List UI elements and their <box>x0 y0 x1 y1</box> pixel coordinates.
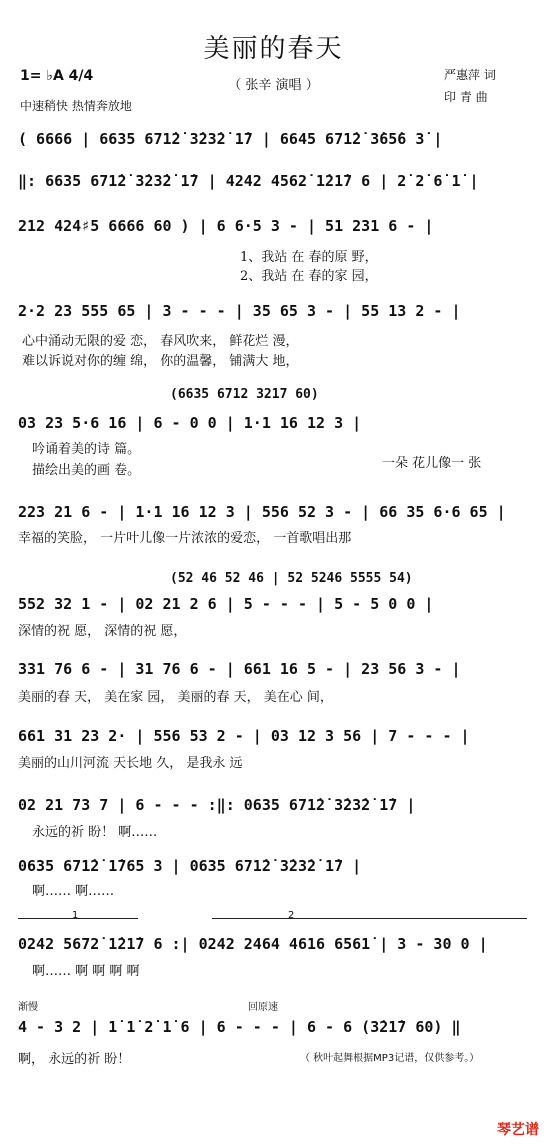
notation-row: 03 23 5·6 16 | 6 - 0 0 | 1·1 16 12 3 | <box>18 414 362 432</box>
notation-row: 0635 671̇2̇ 1̇765 3 | 0635 671̇2̇ 3̇23̇2̇ 1̇7 | <box>18 857 362 875</box>
notation-row: (6635 6712 3217 60) <box>170 387 319 402</box>
notation-row: ‖: 6635 671̇2̇ 3̇23̇2̇ 1̇7 | 4242 4562̇ 1̇21̇7 6 | 2̇ 2̇ 6̇ 1̇ | <box>18 172 479 190</box>
notation-row: 4 - 3 2 | 1̇ 1̇ 2̇ 1̇ 6 | 6 - - - | 6 - 6 (3̇21̇7 60) ‖ <box>18 1018 461 1036</box>
lyric-line: 2、我站 在 春的家 园， <box>240 269 378 284</box>
volta-2-label: 2 <box>288 910 295 921</box>
notation-row: ( 6666 | 6635 671̇2̇ 3̇23̇2̇ 1̇7 | 6645 671̇2̇ 3̇65̇6 3̇ | <box>18 130 443 148</box>
tempo-marking: 中速稍快 热情奔放地 <box>20 99 132 113</box>
volta-1-label: 1 <box>72 910 79 921</box>
lyric-line: 啊， 永远的祈 盼！ <box>18 1052 131 1067</box>
lyric-line: 啊…… 啊…… <box>32 884 115 899</box>
transcription-note: （ 秋叶起舞根据MP3记谱，仅供参考。） <box>300 1053 480 1064</box>
ritardando-marking: 渐慢 <box>18 1002 38 1013</box>
notation-row: 331 76 6 - | 31 76 6 - | 661 16 5 - | 23 56 3 - | <box>18 660 461 678</box>
notation-row: 223 21 6 - | 1·1 16 12 3 | 556 52 3 - | 66 35 6·6 65 | <box>18 503 506 521</box>
notation-row: 2·2 23 555 65 | 3 - - - | 35 65 3 - | 55 13 2 - | <box>18 302 461 320</box>
notation-row: 552 32 1 - | 02 21 2 6 | 5 - - - | 5 - 5 0 0 | <box>18 595 434 613</box>
lyric-line: 啊…… 啊 啊 啊 啊 <box>32 964 140 979</box>
lyric-line: 幸福的笑脸， 一片叶儿像一片浓浓的爱恋， 一首歌唱出那 <box>18 531 352 546</box>
volta-bracket-2 <box>212 918 527 919</box>
lyric-line: 永远的祈 盼！ 啊…… <box>32 825 158 840</box>
song-title: 美丽的春天 <box>203 34 344 64</box>
lyric-line: 心中涌动无限的爱 恋， 春风吹来， 鲜花烂 漫， <box>22 334 299 349</box>
lyric-line: 1、我站 在 春的原 野， <box>240 250 378 265</box>
composer: 印 青 曲 <box>444 90 488 104</box>
lyric-line: 深情的祝 愿， 深情的祝 愿， <box>18 624 187 639</box>
lyric-line: 难以诉说对你的缠 绵， 你的温馨， 铺满大 地， <box>22 354 299 369</box>
lyric-line: 描绘出美的画 卷。 <box>32 463 141 478</box>
notation-row: (52 46 52 46 | 52 5246 5555 54) <box>170 571 413 586</box>
notation-row: 0242 5672̇ 1̇21̇7 6 :| 0242 2464 4616 6561̇ | 3 - 30 0 | <box>18 935 488 953</box>
notation-row: 212 424♯5 6666 60 ) | 6 6·5 3 - | 51 231 6 - | <box>18 217 434 235</box>
a-tempo-marking: 回原速 <box>248 1002 278 1013</box>
lyric-line: 美丽的春 天， 美在家 园， 美丽的春 天， 美在心 间， <box>18 690 333 705</box>
lyric-line: 吟诵着美的诗 篇。 <box>32 442 141 457</box>
lyric-line: 美丽的山川河流 天长地 久， 是我永 远 <box>18 756 243 771</box>
singer-line: （ 张辛 演唱 ） <box>228 78 319 93</box>
notation-row: 661 31 23 2· | 556 53 2 - | 03 12 3 56 | 7 - - - | <box>18 727 470 745</box>
notation-row: 02 21 73 7 | 6 - - - :‖: 0635 671̇2̇ 3̇23̇2̇ 1̇7 | <box>18 796 416 814</box>
lyricist: 严惠萍 词 <box>444 68 496 82</box>
site-logo: 琴艺谱 <box>497 1122 539 1138</box>
lyric-line: 一朵 花儿像一 张 <box>382 456 482 471</box>
key-signature: 1= ♭A 4/4 <box>20 68 94 84</box>
